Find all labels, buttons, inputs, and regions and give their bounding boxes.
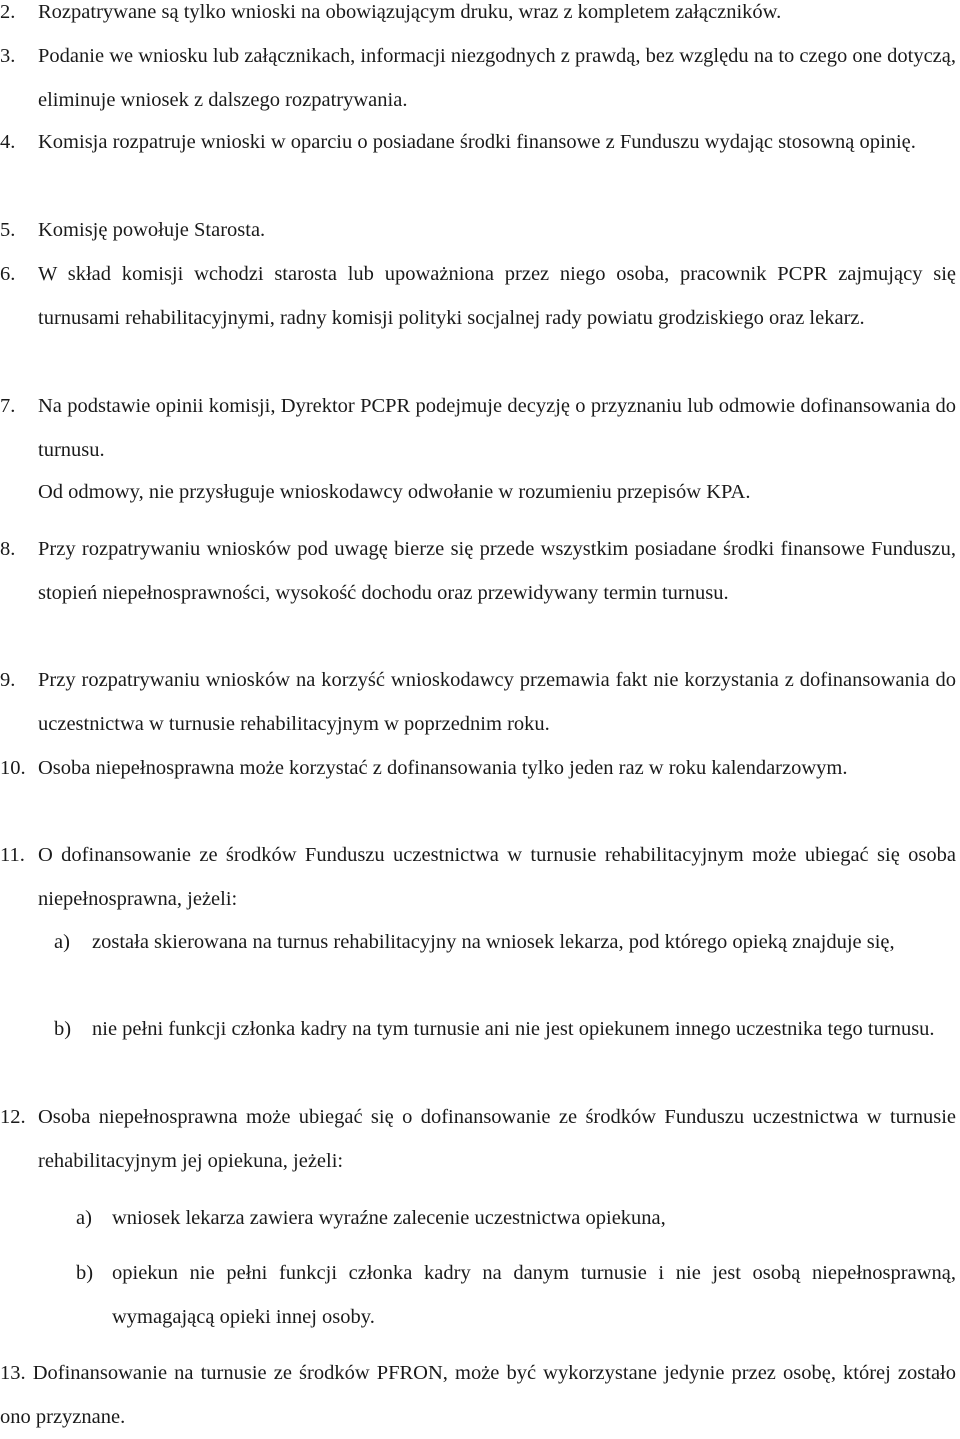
list-item-2 xyxy=(0,0,956,34)
list-item-6 xyxy=(0,252,956,340)
item-text: Rozpatrywane są tylko wnioski na obowiązującym druku, wraz z kompletem załączników. xyxy=(38,1,782,23)
item-text: Komisja rozpatruje wnioski w oparciu o posiadane środki finansowe z Funduszu wydając stosowną opinię. xyxy=(38,131,916,153)
item-number: 6. xyxy=(0,263,16,285)
item-text: Dofinansowanie na turnusie ze środków PFRON, może być wykorzystane jedynie przez osobę, której zostało ono przyznane. xyxy=(0,1362,957,1428)
sublist-item-a xyxy=(54,920,954,964)
item-text: O dofinansowanie ze środków Funduszu uczestnictwa w turnusie rehabilitacyjnym może ubiegać się osoba niepełnosprawna, jeżeli: xyxy=(38,844,956,910)
item-number: 8. xyxy=(0,538,16,560)
item-text: Na podstawie opinii komisji, Dyrektor PCPR podejmuje decyzję o przyznaniu lub odmowie dofinansowania do turnusu. xyxy=(38,395,956,461)
sub-text: nie pełni funkcji członka kadry na tym turnusie ani nie jest opiekunem innego uczestnika tego turnusu. xyxy=(92,1018,935,1040)
list-item-9 xyxy=(0,658,956,746)
sub-letter: b) xyxy=(76,1262,94,1284)
sub-text: opiekun nie pełni funkcji członka kadry na danym turnusie i nie jest osobą niepełnosprawną, wymagającą opieki innej osoby. xyxy=(112,1262,956,1328)
item-text: Komisję powołuje Starosta. xyxy=(38,219,266,241)
item-number: 7. xyxy=(0,395,16,417)
list-item-11 xyxy=(0,833,956,921)
sub-text: została skierowana na turnus rehabilitacyjny na wniosek lekarza, pod którego opieką znajduje się, xyxy=(92,931,895,953)
list-item-3 xyxy=(0,34,956,122)
item-number: 3. xyxy=(0,45,16,67)
item-text: Przy rozpatrywaniu wniosków pod uwagę bierze się przede wszystkim posiadane środki finansowe Funduszu, stopień niepełnosprawności, wysokość dochodu oraz przewidywany termin turnusu. xyxy=(38,538,956,604)
list-item-10 xyxy=(0,746,956,790)
item-number: 12. xyxy=(0,1106,26,1128)
item-7-note: Od odmowy, nie przysługuje wnioskodawcy odwołanie w rozumieniu przepisów KPA. xyxy=(38,481,751,503)
item-number: 9. xyxy=(0,669,16,691)
list-item-13 xyxy=(0,1351,956,1439)
item-number: 11. xyxy=(0,844,25,866)
item-number: 4. xyxy=(0,131,16,153)
item-text: Osoba niepełnosprawna może korzystać z dofinansowania tylko jeden raz w roku kalendarzowym. xyxy=(38,757,848,779)
item-text: Podanie we wniosku lub załącznikach, informacji niezgodnych z prawdą, bez względu na to czego one dotyczą, eliminuje wniosek z dalszego rozpatrywania. xyxy=(38,45,956,111)
item-text: W skład komisji wchodzi starosta lub upoważniona przez niego osoba, pracownik PCPR zajmujący się turnusami rehabilitacyjnymi, radny komisji polityki socjalnej rady powiatu grodziskiego oraz lekarz. xyxy=(38,263,956,329)
sub-letter: a) xyxy=(76,1207,92,1229)
item-number: 2. xyxy=(0,1,16,23)
sub-letter: b) xyxy=(54,1018,72,1040)
item-number: 10. xyxy=(0,757,26,779)
sublist-item-b xyxy=(76,1251,956,1339)
list-item-12 xyxy=(0,1095,956,1183)
item-number: 5. xyxy=(0,219,16,241)
list-item-5 xyxy=(0,208,956,252)
sub-text: wniosek lekarza zawiera wyraźne zalecenie uczestnictwa opiekuna, xyxy=(112,1207,666,1229)
item-text: Przy rozpatrywaniu wniosków na korzyść wnioskodawcy przemawia fakt nie korzystania z dofinansowania do uczestnictwa w turnusie rehabilitacyjnym w poprzednim roku. xyxy=(38,669,956,735)
item-number: 13. xyxy=(0,1362,26,1384)
item-text: Osoba niepełnosprawna może ubiegać się o dofinansowanie ze środków Funduszu uczestnictwa w turnusie rehabilitacyjnym jej opiekuna, jeżeli: xyxy=(38,1106,956,1172)
sublist-item-a xyxy=(76,1196,956,1240)
list-item-8 xyxy=(0,527,956,615)
sub-letter: a) xyxy=(54,931,70,953)
sublist-item-b xyxy=(54,1007,954,1051)
list-item-4 xyxy=(0,120,956,164)
list-item-7 xyxy=(0,384,956,472)
